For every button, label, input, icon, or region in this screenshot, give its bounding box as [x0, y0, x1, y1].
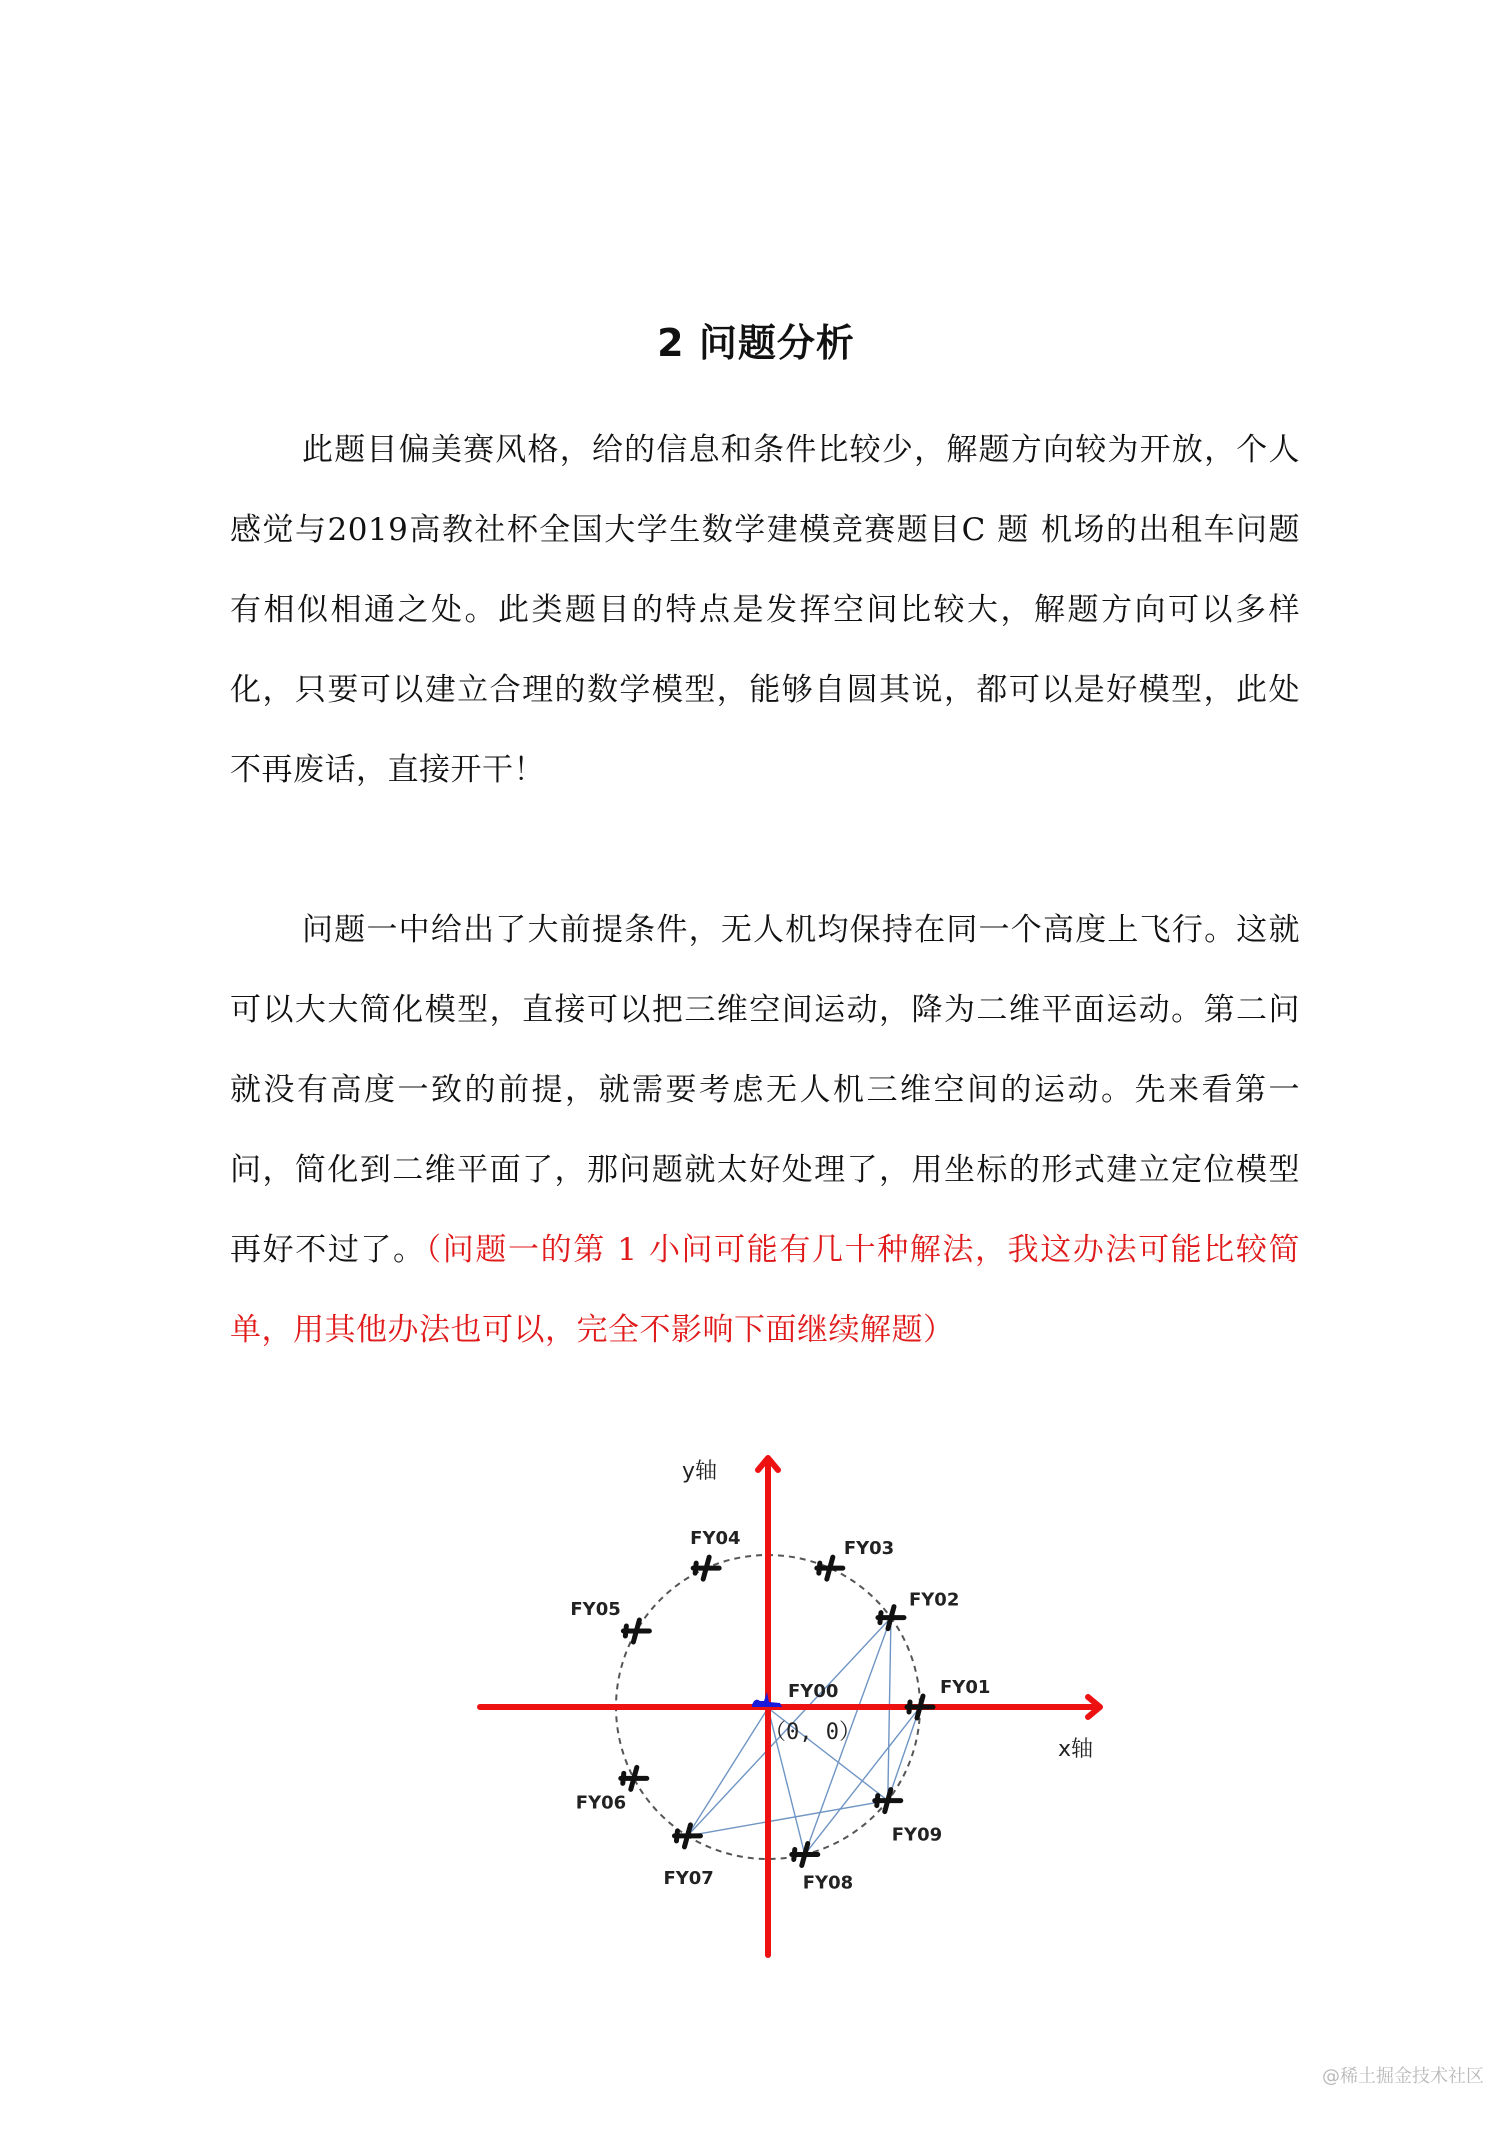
drone-label-FY09: FY09 — [891, 1824, 943, 1846]
paragraph-problem-one-text: 问题一中给出了大前提条件，无人机均保持在同一个高度上飞行。这就可以大大简化模型，直接可以把三维空间运动，降为二维平面运动。第二问就没有高度一致的前提，就需要考虑无人机三维空间的运动。先来看第一问，简化到二维平面了，那问题就太好处理了，用坐标的形式建立定位模型再好不过了。 — [230, 912, 1300, 1268]
drone-label-FY01: FY01 — [940, 1677, 991, 1698]
drone-icon-FY03 — [817, 1557, 843, 1579]
drone-label-FY07: FY07 — [663, 1867, 714, 1889]
drone-icon-FY01 — [907, 1696, 933, 1718]
section-heading: 2 问题分析 — [657, 321, 855, 365]
drone-label-FY03: FY03 — [843, 1538, 895, 1560]
origin-label: （0, 0） — [764, 1720, 861, 1745]
watermark: @稀土掘金技术社区 — [1322, 2066, 1484, 2087]
drone-icon-FY06 — [621, 1767, 647, 1789]
paragraph-problem-one-note: （问题一的第 1 小问可能有几十种解法，我这办法可能比较简单，用其他办法也可以，完全不影响下面继续解题） — [230, 1232, 1300, 1348]
drone-icon-FY04 — [693, 1557, 719, 1579]
center-drone-icon — [752, 1692, 782, 1707]
drone-icon-FY05 — [623, 1620, 649, 1642]
drone-icon-FY02 — [878, 1607, 904, 1629]
link-FY00-FY07 — [687, 1708, 768, 1836]
link-FY01-FY09 — [888, 1707, 920, 1801]
x-axis-label: x轴 — [1058, 1737, 1094, 1762]
drone-label-FY02: FY02 — [908, 1589, 960, 1611]
y-axis-label: y轴 — [682, 1459, 718, 1484]
drone-label-FY05: FY05 — [570, 1599, 621, 1620]
drone-label-FY00: FY00 — [788, 1681, 839, 1702]
drone-label-FY08: FY08 — [802, 1872, 854, 1894]
drone-icon-FY08 — [792, 1843, 818, 1865]
drone-label-FY06: FY06 — [575, 1792, 627, 1814]
drone-label-FY04: FY04 — [690, 1528, 741, 1550]
paragraph-intro: 此题目偏美赛风格，给的信息和条件比较少，解题方向较为开放，个人感觉与2019高教社杯全国大学生数学建模竞赛题目C 题 机场的出租车问题有相似相通之处。此类题目的特点是发挥空间比较大，解题方向可以多样化，只要可以建立合理的数学模型，能够自圆其说，都可以是好模型，此处不再废话，直接开干！ — [230, 432, 1300, 788]
drone-icon-FY07 — [674, 1825, 700, 1847]
